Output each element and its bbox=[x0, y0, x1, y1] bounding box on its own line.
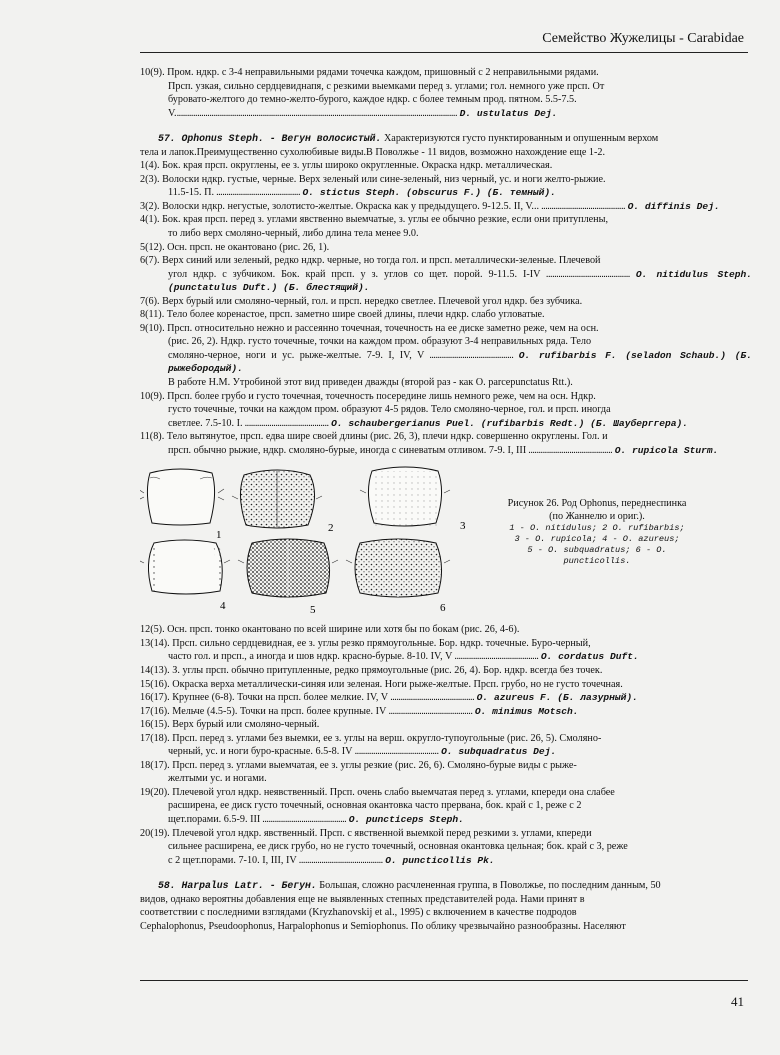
key-entry: 2(3). Волоски ндкр. густые, черные. Верх зеленый или сине-зеленый, низ черный, ус. и ноги желто-рыжие. 11.5-15. П. ......................................... O. stictus Steph. (obscurus F.) (Б. темный). bbox=[140, 173, 606, 199]
entry-number: 6(7). bbox=[140, 255, 160, 267]
entry-text: сильнее расширена, ее диск грубо, но не густо точечный, основная окантовка цельная; бок. край с 3, реже bbox=[168, 841, 628, 853]
footer-rule bbox=[140, 980, 748, 981]
entry-text: Бок. края прсп. округлены, ее з. углы широко округленные. Окраска ндкр. металлическая. bbox=[162, 160, 553, 172]
running-header bbox=[140, 28, 748, 53]
genus-text: видов, однако вероятны добавления еще не выявленных степных представителей рода. Нами принят в bbox=[140, 893, 585, 905]
key-entry: 3(2). Волоски ндкр. негустые, золотисто-желтые. Окраска как у предыдущего. 9-12.5. II, V... ......................................... O. diffinis Dej. bbox=[140, 200, 720, 212]
figure-label-2: 2 bbox=[328, 522, 334, 535]
key-entry bbox=[140, 664, 752, 678]
genus-text: Характеризуются густо пунктированным и опушенным верхом bbox=[383, 133, 659, 145]
entry-text: светлее. 7.5-10. I. bbox=[168, 417, 243, 429]
entry-number: 13(14). bbox=[140, 637, 170, 649]
caption-legend-line: 1 - O. nitidulus; 2 O. rufibarbis; bbox=[509, 523, 685, 534]
entry-number: 2(3). bbox=[140, 173, 160, 185]
entry-text: Верх синий или зеленый, редко ндкр. черные, но тогда гол. и прсп. металлически-зеленые. Плечевой bbox=[162, 255, 601, 267]
species-name: O. schaubergerianus Puel. (rufibarbis Redt.) (Б. Шауберггера). bbox=[331, 417, 689, 429]
entry-number: 3(2). bbox=[140, 200, 160, 212]
entry-number: 15(16). bbox=[140, 678, 170, 690]
entry-number: 12(5). bbox=[140, 624, 165, 636]
entry-text: Прсп. сильно сердцевидная, ее з. углы резко прямоугольные. Бор. ндкр. точечные. Буро-черный, bbox=[172, 637, 591, 649]
key-entry bbox=[140, 159, 752, 173]
entry-text: (рис. 26, 2). Ндкр. густо точечные, точки на каждом пром. образуют 3-4 неправильных ряда. Тело bbox=[168, 336, 592, 348]
species-name: O. puncticeps Steph. bbox=[348, 813, 464, 825]
entry-number: 16(15). bbox=[140, 719, 170, 731]
entry-text: Верх бурый или смоляно-черный. bbox=[172, 719, 320, 731]
entry-text: черный, ус. и ноги буро-красные. 6.5-8. IV bbox=[168, 746, 353, 758]
species-name: O. minimus Motsch. bbox=[474, 705, 579, 717]
entry-number: 5(12). bbox=[140, 241, 165, 253]
genus-title: 57. Ophonus Steph. - Вегун волосистый. bbox=[158, 133, 382, 145]
figure-label-5: 5 bbox=[310, 604, 316, 617]
species-name: O. azureus F. (Б. лазурный). bbox=[476, 692, 638, 704]
entry-text: Плечевой угол ндкр. явственный. Прсп. с явственной выемкой перед резкими з. углами, кпереди bbox=[172, 827, 592, 839]
key-entry: 11(8). Тело вытянутое, прсп. едва шире своей длины (рис. 26, 3), плечи ндкр. совершенно округлены. Гол. и прсп. обычно рыжие, ндкр. смоляно-бурые, иногда с синеватым отливом. 7-9. I, III ......................................... O. rupicola Sturm. bbox=[140, 431, 719, 456]
key-entry bbox=[140, 759, 752, 786]
entry-text: Прсп. относительно нежно и рассеянно точечная, точечность на ее диске заметно реже, чем на осн. bbox=[167, 322, 599, 334]
pronotum-1 bbox=[140, 469, 224, 525]
figure-26 bbox=[140, 463, 752, 619]
key-entry: 20(19). Плечевой угол ндкр. явственный. Прсп. с явственной выемкой перед резкими з. углами, кпереди сильнее расширена, ее диск грубо, но не густо точечный, основная окантовка цельная; бок. край с 3, реже с 2 щет.порами. 7-10. I, III, IV ......................................... O. puncticollis Pk. bbox=[140, 827, 628, 866]
page-number: 41 bbox=[731, 994, 744, 1009]
entry-number: 1(4). bbox=[140, 160, 160, 172]
species-name: O. rupicola Sturm. bbox=[614, 444, 719, 456]
figure-label-3: 3 bbox=[460, 520, 466, 533]
entry-text: щет.порами. 6.5-9. III bbox=[168, 813, 261, 825]
key-entry: 16(17). Крупнее (6-8). Точки на прсп. более мелкие. IV, V ......................................... O. azureus F. (Б. лазурный). bbox=[140, 692, 638, 704]
entry-text: Прсп. перед з. углами выемчатая, ее з. углы резкие (рис. 26, 6). Смоляно-бурые виды с рыже- bbox=[172, 759, 577, 771]
header-title: Семейство Жужелицы - Carabidae bbox=[542, 31, 744, 46]
genus-text: тела и лапок.Преимущественно сухолюбивые виды.В Поволжье - 11 видов, возможно нахождение еще 1-2. bbox=[140, 146, 606, 158]
pronotum-5 bbox=[238, 539, 338, 597]
species-name: O. diffinis Dej. bbox=[627, 200, 720, 212]
entry-text: Прсп. более грубо и густо точечная, точечность посередине лишь немного реже, чем на осн. Ндкр. bbox=[167, 390, 596, 402]
genus-text: Cephalophonus, Pseudoophonus, Harpalophonus и Semiophonus. По облику чрезвычайно разнообразны. Населяют bbox=[140, 920, 626, 932]
entry-text: Волоски ндкр. негустые, золотисто-желтые. Окраска как у предыдущего. 9-12.5. II, V... bbox=[162, 200, 540, 212]
figure-label-4: 4 bbox=[220, 600, 226, 613]
key-entry: 13(14). Прсп. сильно сердцевидная, ее з. углы резко прямоугольные. Бор. ндкр. точечные. Буро-черный, часто гол. и прсп., а иногда и шов ндкр. красно-бурые. 8-10. IV, V ......................................... O. cordatus Duft. bbox=[140, 637, 639, 663]
entry-text: Пром. ндкр. с 3-4 неправильными рядами точечка каждом, пришовный с 2 неправильными рядами. bbox=[167, 67, 599, 78]
caption-legend-line: 3 - O. rupicola; 4 - O. azureus; bbox=[514, 534, 680, 545]
entry-text: Плечевой угол ндкр. неявственный. Прсп. очень слабо выемчатая перед з. углами, кпереди она слабее bbox=[172, 786, 615, 798]
entry-number: 10(9). bbox=[140, 390, 165, 402]
genus-57-intro bbox=[140, 132, 752, 159]
figure-caption bbox=[492, 497, 702, 567]
entry-text: с 2 щет.порами. 7-10. I, III, IV bbox=[168, 854, 297, 866]
genus-58-intro bbox=[140, 879, 752, 933]
entry-text: Осн. прсп. тонко окантовано по всей ширине или хотя бы по бокам (рис. 26, 4-6). bbox=[167, 624, 520, 636]
entry-text: Мельче (4.5-5). Точки на прсп. более крупные. IV bbox=[172, 705, 387, 717]
entry-number: 16(17). bbox=[140, 692, 170, 704]
entry-text: желтыми ус. и ногами. bbox=[168, 773, 267, 785]
species-name: O. stictus Steph. (obscurus F.) (Б. темный). bbox=[302, 187, 556, 199]
entry-number: 18(17). bbox=[140, 759, 170, 771]
entry-text: расширена, ее диск густо точечный, основная окантовка часто прервана, бок. край с 1, реже с 2 bbox=[168, 800, 582, 812]
key-entries bbox=[140, 159, 752, 457]
key-entry bbox=[140, 678, 752, 692]
key-entries-2 bbox=[140, 623, 752, 867]
entry-note: В работе Н.М. Утробиной этот вид приведен дважды (второй раз - как O. parcepunctatus Rtt.). bbox=[168, 377, 573, 389]
species-name: O. nitidulus Steph. (punctatulus Duft.) (Б. блестящий). bbox=[168, 268, 753, 294]
entry-text: Окраска верха металлически-синяя или зеленая. Ноги рыже-желтые. Прсп. грубо, но не густо точечная. bbox=[172, 678, 623, 690]
entry-text: часто гол. и прсп., а иногда и шов ндкр. красно-бурые. 8-10. IV, V bbox=[168, 651, 453, 663]
entry-text: Прсп. узкая, сильно сердцевиднапя, с резкими выемками перед з. углами; гол. немного уже прсп. От bbox=[168, 80, 605, 92]
species-name: O. cordatus Duft. bbox=[540, 651, 639, 663]
entry-text: 11.5-15. П. bbox=[168, 187, 215, 199]
pronotum-4 bbox=[140, 540, 230, 594]
entry-text: то либо верх смоляно-черный, либо длина тела менее 9.0. bbox=[168, 228, 419, 240]
entry-text: Тело вытянутое, прсп. едва шире своей длины (рис. 26, 3), плечи ндкр. совершенно округлены. Гол. и bbox=[166, 431, 608, 443]
key-entry: 9(10). Прсп. относительно нежно и рассеянно точечная, точечность на ее диске заметно реже, чем на осн. (рис. 26, 2). Ндкр. густо точечные, точки на каждом пром. образуют 3-4 неправильных ряда. Тело смоляно-черное, ноги и ус. рыже-желтые. 7-9. I, IV, V ......................................... O. rufibarbis F. (seladon Schaub.) (Б. рыжебородый). В работе Н.М. Утробиной этот вид приведен дважды (второй раз - как O. parcepunctatus Rtt.). bbox=[140, 322, 752, 389]
entry-text: Осн. прсп. не окантовано (рис. 26, 1). bbox=[167, 241, 330, 253]
key-entry: 6(7). Верх синий или зеленый, редко ндкр. черные, но тогда гол. и прсп. металлически-зеленые. Плечевой угол ндкр. с зубчиком. Бок. край прсп. у з. углов со щет. порой. 9-11.5. I-IV ......................................... O. nitidulus Steph. (punctatulus Duft.) (Б. блестящий). bbox=[140, 255, 753, 294]
caption-legend-line: 5 - O. subquadratus; 6 - O. puncticollis. bbox=[527, 545, 667, 567]
entry-text: Прсп. перед з. углами без выемки, ее з. углы на верш. округло-тупоугольные (рис. 26, 5). Смоляно- bbox=[172, 732, 602, 744]
entry-text: V. bbox=[168, 107, 177, 119]
key-entry-top: 10(9). Пром. ндкр. с 3-4 неправильными рядами точечка каждом, пришовный с 2 неправильными рядами. Прсп. узкая, сильно сердцевиднапя, с резкими выемками перед з. углами; гол. немного уже прсп. От буровато-желтого до темно-желто-бурого, каждое ндкр. с более темным прод. пятном. 5.5-7.5. V.......................................................................................................................................... D. ustulatus Dej. bbox=[140, 67, 605, 119]
key-entry bbox=[140, 623, 752, 637]
entry-text: Тело более коренастое, прсп. заметно шире своей длины, плечи ндкр. слабо угловатые. bbox=[166, 309, 545, 321]
entry-number: 8(11). bbox=[140, 309, 165, 321]
entry-number: 10(9). bbox=[140, 67, 165, 78]
entry-text: смоляно-черное, ноги и ус. рыже-желтые. 7-9. I, IV, V bbox=[168, 349, 425, 361]
entry-text: Бок. края прсп. перед з. углами явственно выемчатые, з. углы ее обычно резкие, если они притуплены, bbox=[162, 214, 609, 226]
pronotum-3 bbox=[360, 467, 450, 527]
genus-text: Большая, сложно расчлененная группа, в Поволжье, по последним данным, 50 bbox=[319, 880, 661, 892]
pronotum-2 bbox=[232, 470, 322, 528]
species-name: D. ustulatus Dej. bbox=[459, 107, 558, 119]
entry-number: 14(13). bbox=[140, 664, 170, 676]
entry-text: густо точечные, точки на каждом пром. образуют 4-5 рядов. Тело смоляно-черное, гол. и прсп. иногда bbox=[168, 404, 611, 416]
figure-label-1: 1 bbox=[216, 529, 222, 542]
pronotum-6 bbox=[346, 539, 450, 597]
entry-number: 17(16). bbox=[140, 705, 170, 717]
key-entry bbox=[140, 295, 752, 309]
entry-text: буровато-желтого до темно-желто-бурого, каждое ндкр. с более темным прод. пятном. 5.5-7.5. bbox=[168, 94, 577, 106]
genus-title: 58. Harpalus Latr. - Бегун. bbox=[158, 880, 317, 892]
entry-text: Крупнее (6-8). Точки на прсп. более мелкие. IV, V bbox=[172, 692, 389, 704]
species-name: O. rufibarbis F. (seladon Schaub.) (Б. рыжебородый). bbox=[168, 349, 752, 375]
caption-title: Рисунок 26. Род Ophonus, переднеспинка bbox=[507, 498, 687, 510]
figure-label-6: 6 bbox=[440, 602, 446, 615]
key-entry bbox=[140, 241, 752, 255]
entry-number: 9(10). bbox=[140, 322, 165, 334]
entry-number: 19(20). bbox=[140, 786, 170, 798]
entry-text: Верх бурый или смоляно-черный, гол. и прсп. нередко светлее. Плечевой угол ндкр. без зубчика. bbox=[162, 295, 583, 307]
species-name: O. puncticollis Pk. bbox=[385, 854, 495, 866]
entry-number: 17(18). bbox=[140, 732, 170, 744]
genus-text: соответствии с последними взглядами (Kryzhanovskij et al., 1995) с включением в качестве подродов bbox=[140, 907, 577, 919]
key-entry: 17(16). Мельче (4.5-5). Точки на прсп. более крупные. IV ......................................... O. minimus Motsch. bbox=[140, 705, 579, 717]
entry-text: угол ндкр. с зубчиком. Бок. край прсп. у з. углов со щет. порой. 9-11.5. I-IV bbox=[168, 268, 541, 280]
entry-text: З. углы прсп. обычно притупленные, редко прямоугольные (рис. 26, 4). Бор. ндкр. всегда без точек. bbox=[172, 664, 603, 676]
entry-text: прсп. обычно рыжие, ндкр. смоляно-бурые, иногда с синеватым отливом. 7-9. I, III bbox=[168, 444, 527, 456]
entry-text: Волоски ндкр. густые, черные. Верх зеленый или сине-зеленый, низ черный, ус. и ноги желто-рыжие. bbox=[162, 173, 606, 185]
entry-number: 20(19). bbox=[140, 827, 170, 839]
main-text bbox=[140, 66, 752, 933]
key-entry: 19(20). Плечевой угол ндкр. неявственный. Прсп. очень слабо выемчатая перед з. углами, кпереди она слабее расширена, ее диск густо точечный, основная окантовка часто прервана, бок. край с 1, реже с 2 щет.порами. 6.5-9. III ......................................... O. puncticeps Steph. bbox=[140, 786, 615, 825]
key-entry bbox=[140, 718, 752, 732]
key-entry bbox=[140, 308, 752, 322]
entry-number: 7(6). bbox=[140, 295, 160, 307]
key-entry: 17(18). Прсп. перед з. углами без выемки, ее з. углы на верш. округло-тупоугольные (рис. 26, 5). Смоляно- черный, ус. и ноги буро-красные. 6.5-8. IV ......................................... O. subquadratus Dej. bbox=[140, 732, 602, 758]
entry-number: 4(1). bbox=[140, 214, 160, 226]
entry-number: 11(8). bbox=[140, 431, 165, 443]
pronotum-drawings bbox=[140, 463, 500, 619]
caption-subtitle: (по Жаннелю и ориг.). bbox=[549, 511, 645, 523]
key-entry bbox=[140, 213, 752, 240]
key-entry: 10(9). Прсп. более грубо и густо точечная, точечность посередине лишь немного реже, чем на осн. Ндкр. густо точечные, точки на каждом пром. образуют 4-5 рядов. Тело смоляно-черное, гол. и прсп. иногда светлее. 7.5-10. I. ......................................... O. schaubergerianus Puel. (rufibarbis Redt.) (Б. Шауберггера). bbox=[140, 390, 689, 429]
species-name: O. subquadratus Dej. bbox=[441, 746, 557, 758]
